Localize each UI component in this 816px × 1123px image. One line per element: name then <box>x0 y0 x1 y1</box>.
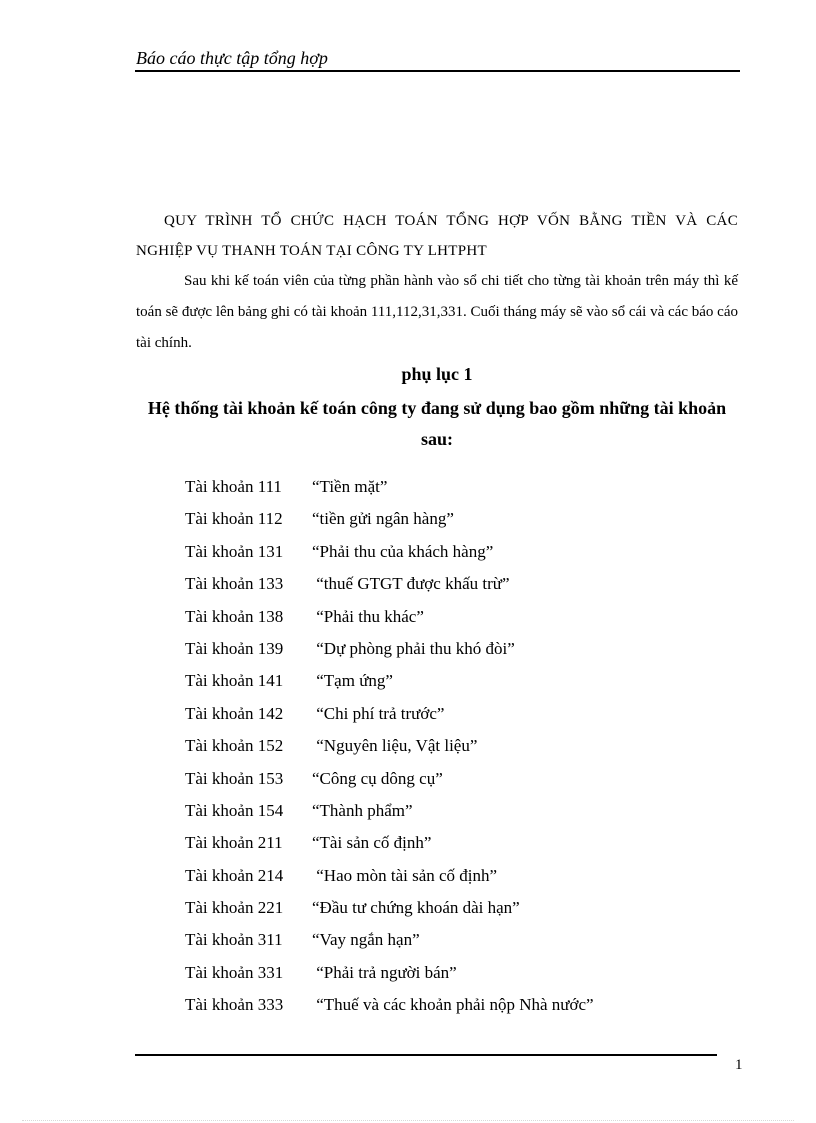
account-name: “Dự phòng phải thu khó đòi” <box>312 638 515 658</box>
account-item <box>185 989 594 1021</box>
account-code: Tài khoản 141 <box>185 671 284 691</box>
account-code: Tài khoản 331 <box>185 962 284 982</box>
account-code: Tài khoản 333 <box>185 995 284 1015</box>
account-code: Tài khoản 152 <box>185 736 284 756</box>
account-name: “tiền gửi ngân hàng” <box>312 509 454 529</box>
account-item <box>185 471 594 503</box>
account-code: Tài khoản 139 <box>185 638 284 658</box>
page-header-title: Báo cáo thực tập tổng hợp <box>136 48 328 68</box>
account-name: “Thành phẩm” <box>312 800 413 820</box>
account-code: Tài khoản 112 <box>185 509 283 529</box>
appendix-label: phụ lục 1 <box>401 364 473 384</box>
account-item <box>185 633 594 665</box>
account-code: Tài khoản 111 <box>185 477 282 496</box>
section-paragraph: Sau khi kế toán viên của từng phần hành vào sổ chi tiết cho từng tài khoản trên máy thì kế toán sẽ được lên bảng ghi có tài khoản 111,112,31,331. Cuối tháng máy sẽ vào sổ cái và các báo cáo tài chính. <box>136 273 738 351</box>
account-code: Tài khoản 154 <box>185 800 284 820</box>
account-item <box>185 601 594 633</box>
account-item <box>185 730 594 762</box>
account-name: “Thuế và các khoản phải nộp Nhà nước” <box>312 995 594 1015</box>
account-name: “Tiền mặt” <box>312 477 388 496</box>
account-name: “Phải thu khác” <box>312 606 424 626</box>
account-name: “Đầu tư chứng khoán dài hạn” <box>312 898 520 918</box>
account-item <box>185 763 594 795</box>
account-code: Tài khoản 131 <box>185 541 284 561</box>
account-item <box>185 957 594 989</box>
account-item <box>185 892 594 924</box>
page-number: 1 <box>735 1057 743 1073</box>
account-code: Tài khoản 153 <box>185 768 284 788</box>
account-name: “Phải trả người bán” <box>312 962 457 982</box>
account-code: Tài khoản 221 <box>185 898 284 918</box>
account-code: Tài khoản 133 <box>185 574 284 594</box>
account-code: Tài khoản 214 <box>185 865 284 885</box>
account-item <box>185 503 594 535</box>
header-divider <box>135 70 740 72</box>
account-name: “Chi phí trả trước” <box>312 703 445 723</box>
account-item <box>185 568 594 600</box>
account-name: “Hao mòn tài sản cố định” <box>312 865 498 885</box>
account-item <box>185 827 594 859</box>
account-code: Tài khoản 211 <box>185 833 283 853</box>
account-name: “thuế GTGT được khấu trừ” <box>312 574 510 594</box>
account-code: Tài khoản 142 <box>185 703 284 723</box>
account-item <box>185 860 594 892</box>
account-item <box>185 536 594 568</box>
account-item <box>185 924 594 956</box>
account-name: “Tài sản cố định” <box>312 833 432 853</box>
section-heading: QUY TRÌNH TỔ CHỨC HẠCH TOÁN TỔNG HỢP VỐN BẰNG TIỀN VÀ CÁC NGHIỆP VỤ THANH TOÁN TẠI CÔNG TY LHTPHT <box>136 213 738 259</box>
appendix-title: Hệ thống tài khoản kế toán công ty đang sử dụng bao gồm những tài khoản sau: <box>147 398 727 449</box>
account-item <box>185 665 594 697</box>
page-bottom-border <box>22 1120 794 1121</box>
account-name: “Nguyên liệu, Vật liệu” <box>312 736 478 756</box>
account-name: “Vay ngắn hạn” <box>312 930 420 950</box>
account-name: “Phải thu của khách hàng” <box>312 541 494 561</box>
footer-divider <box>135 1054 717 1056</box>
account-code: Tài khoản 138 <box>185 606 284 626</box>
account-code: Tài khoản 311 <box>185 930 283 950</box>
account-name: “Tạm ứng” <box>312 671 393 691</box>
account-list <box>185 471 594 1022</box>
account-item <box>185 795 594 827</box>
account-name: “Công cụ dông cụ” <box>312 768 443 788</box>
account-item <box>185 698 594 730</box>
